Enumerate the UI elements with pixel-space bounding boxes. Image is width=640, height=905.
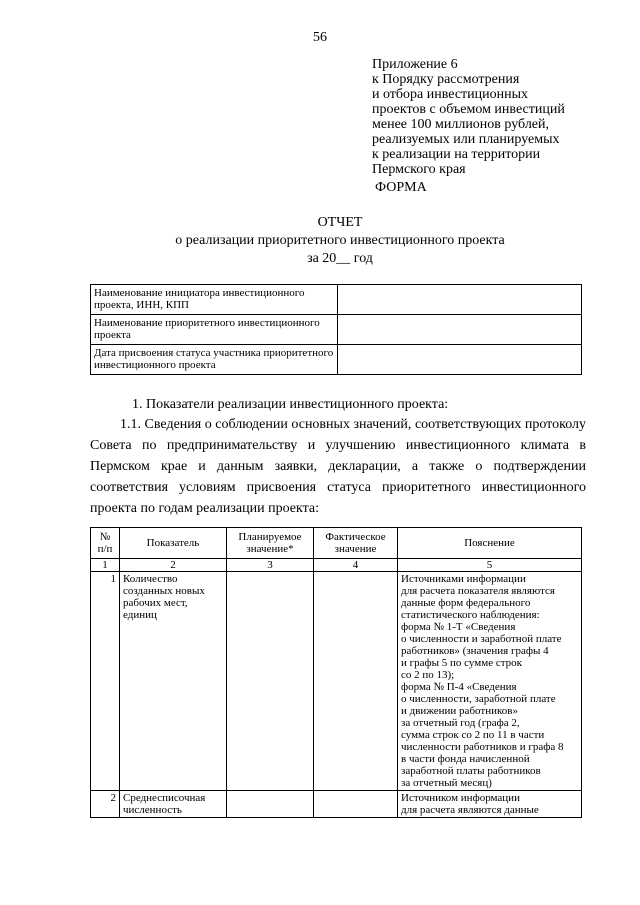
table-row [91,285,582,315]
info-label: Наименование инициатора инвестиционного проекта, ИНН, КПП [91,285,338,315]
form-label: ФОРМА [375,180,427,195]
row-actual-field[interactable] [314,572,398,791]
info-value-field[interactable] [338,285,582,315]
note-line: форма № 1-Т «Сведения [401,621,516,633]
row-number: 2 [91,791,120,818]
info-value-field[interactable] [338,345,582,375]
note-line: для расчета показателя являются [401,585,555,597]
report-year-line: за 20__ год [307,251,373,266]
header-planned: Планируемое значение* [227,528,314,559]
table-row [91,572,582,791]
section-1-1-text: 1.1. Сведения о соблюдении основных значений, соответствующих протоколу Совета по предпринимательству и улучшению инвестиционного климата в Пермском крае и данным заявки, декларации, а также о подтверждении соответствия условиям присвоения статуса приоритетного инвестиционного проекта по годам реализации проекта: [90,417,586,516]
info-value-field[interactable] [338,315,582,345]
note-line: Источниками информации [401,573,526,585]
note-line: данные форм федерального [401,597,531,609]
indicators-table [90,527,582,818]
column-number: 2 [120,559,227,572]
row-number: 1 [91,572,120,791]
header-actual: Фактическое значение [314,528,398,559]
note-line: за отчетный год (графа 2, [401,717,520,729]
note-line: в части фонда начисленной [401,753,530,765]
appendix-header [372,57,632,177]
header-number: № п/п [91,528,120,559]
note-line: о численности, заработной плате [401,693,556,705]
report-title: ОТЧЕТ [317,215,363,230]
column-number: 3 [227,559,314,572]
table-header-row [91,528,582,559]
row-note [398,572,582,791]
note-line: форма № П-4 «Сведения [401,681,517,693]
column-number: 4 [314,559,398,572]
table-row [91,315,582,345]
note-line: и графы 5 по сумме строк [401,657,522,669]
row-note [398,791,582,818]
column-number: 5 [398,559,582,572]
note-line: за отчетный месяц) [401,777,492,789]
table-row [91,791,582,818]
row-indicator: Количество созданных новых рабочих мест, единиц [120,572,227,791]
section-1-heading: 1. Показатели реализации инвестиционного проекта: [132,397,449,412]
report-title-block [0,214,640,268]
note-line: работников» (значения графы 4 [401,645,549,657]
row-planned-field[interactable] [227,791,314,818]
report-subtitle: о реализации приоритетного инвестиционного проекта [175,233,505,248]
column-number: 1 [91,559,120,572]
note-line: для расчета являются данные [401,804,539,816]
row-planned-field[interactable] [227,572,314,791]
appendix-line: реализуемых или планируемых [372,132,560,147]
info-label: Дата присвоения статуса участника приоритетного инвестиционного проекта [91,345,338,375]
appendix-line: к реализации на территории [372,147,541,162]
header-indicator: Показатель [120,528,227,559]
appendix-line: Приложение 6 [372,57,458,72]
note-line: о численности и заработной плате [401,633,562,645]
header-note: Пояснение [398,528,582,559]
note-line: со 2 по 13); [401,669,455,681]
project-info-table [90,284,582,375]
appendix-line: и отбора инвестиционных [372,87,529,102]
note-line: заработной платы работников [401,765,541,777]
note-line: и движении работников» [401,705,518,717]
appendix-line: проектов с объемом инвестиций [372,102,565,117]
note-line: численности работников и графа 8 [401,741,564,753]
page-number: 56 [313,30,327,45]
note-line: статистического наблюдения: [401,609,540,621]
appendix-line: Пермского края [372,162,466,177]
note-line: Источником информации [401,792,520,804]
note-line: сумма строк со 2 по 11 в части [401,729,545,741]
row-actual-field[interactable] [314,791,398,818]
row-indicator: Среднесписочная численность [120,791,227,818]
appendix-line: менее 100 миллионов рублей, [372,117,550,132]
table-row [91,345,582,375]
appendix-line: к Порядку рассмотрения [372,72,520,87]
info-label: Наименование приоритетного инвестиционного проекта [91,315,338,345]
column-numbers-row [91,559,582,572]
